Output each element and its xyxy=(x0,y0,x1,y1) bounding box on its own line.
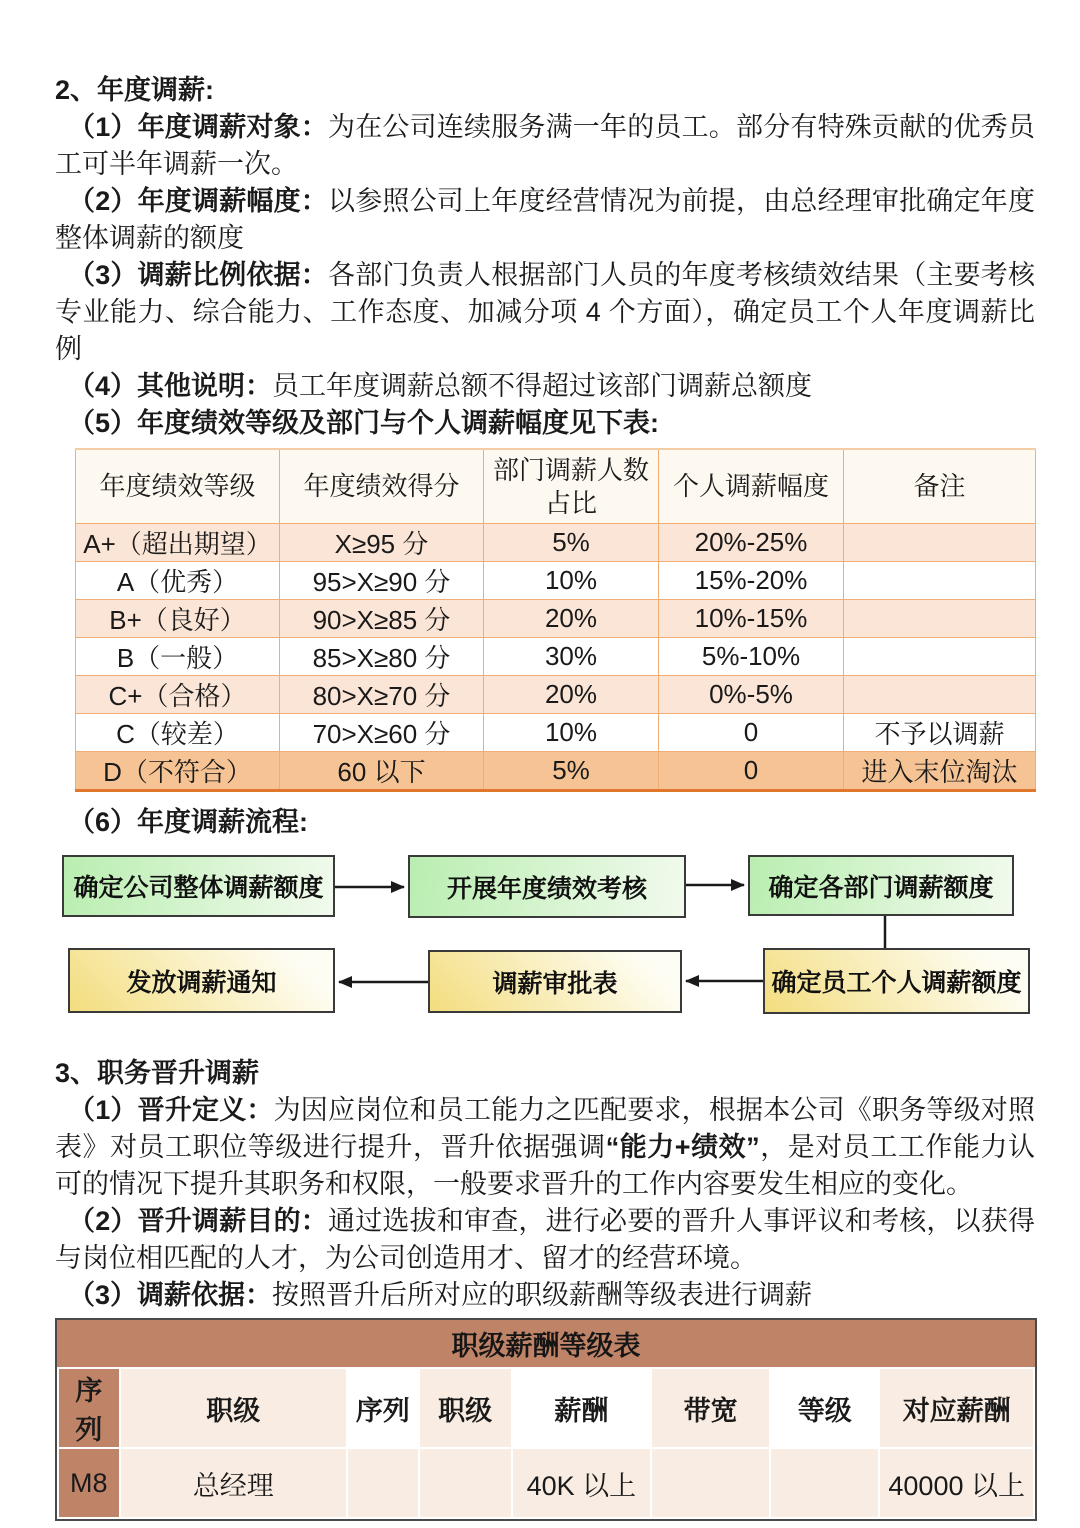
table-cell: 60 以下 xyxy=(280,752,484,791)
salary-table-title: 职级薪酬等级表 xyxy=(57,1320,1035,1367)
column-header: 年度绩效得分 xyxy=(280,449,484,524)
table-row xyxy=(76,600,1036,638)
table-cell: 10%-15% xyxy=(659,600,844,638)
table-cell: M8 xyxy=(58,1448,120,1518)
table-cell: 5% xyxy=(484,524,659,562)
paragraph-text: 各部门负责人根据部门人员的年度考核绩效结果（主要考核专业能力、综合能力、工作态度、加减分项 4 个方面），确定员工个人年度调薪比例 xyxy=(55,260,1035,364)
table-cell: D（不符合） xyxy=(76,752,280,791)
column-header: 年度绩效等级 xyxy=(76,449,280,524)
column-header: 备注 xyxy=(844,449,1036,524)
column-header: 带宽 xyxy=(651,1368,770,1448)
table-row xyxy=(76,524,1036,562)
table-cell: 80>X≥70 分 xyxy=(280,676,484,714)
table-cell: 5% xyxy=(484,752,659,791)
table-cell: 10% xyxy=(484,562,659,600)
paragraph-label: （3）调薪比例依据： xyxy=(68,260,329,290)
table-cell: 85>X≥80 分 xyxy=(280,638,484,676)
paragraph-annual-target xyxy=(55,109,1035,183)
paragraph-label: （2）年度调薪幅度： xyxy=(68,186,329,216)
column-header: 个人调薪幅度 xyxy=(659,449,844,524)
table-cell: C+（合格） xyxy=(76,676,280,714)
table-cell: 0 xyxy=(659,752,844,791)
table-cell: 5%-10% xyxy=(659,638,844,676)
table-cell: 15%-20% xyxy=(659,562,844,600)
paragraph-label: （3）调薪依据： xyxy=(68,1280,273,1310)
paragraph-ratio-basis xyxy=(55,257,1035,368)
paragraph-text: 按照晋升后所对应的职级薪酬等级表进行调薪 xyxy=(272,1280,813,1310)
salary-grade-table xyxy=(55,1318,1037,1521)
flow-section-label: （6）年度调薪流程: xyxy=(68,807,309,837)
column-header: 职级 xyxy=(120,1368,347,1448)
paragraph-label: （4）其他说明： xyxy=(68,371,273,401)
paragraph-text: 通过选拔和审查，进行必要的晋升人事评议和考核，以获得与岗位相匹配的人才，为公司创造用才、留才的经营环境。 xyxy=(55,1206,1035,1273)
table-cell xyxy=(419,1448,512,1518)
table-cell: 20% xyxy=(484,600,659,638)
table-cell xyxy=(844,524,1036,562)
table-cell: 70>X≥60 分 xyxy=(280,714,484,752)
paragraph-label: （1）年度调薪对象： xyxy=(68,112,329,142)
section-3-heading: 3、职务晋升调薪 xyxy=(55,1058,260,1088)
table-cell: 40K 以上 xyxy=(512,1448,651,1518)
table-cell: 不予以调薪 xyxy=(844,714,1036,752)
table-cell xyxy=(770,1448,879,1518)
table-cell: 95>X≥90 分 xyxy=(280,562,484,600)
table-cell xyxy=(844,676,1036,714)
table-cell: 20% xyxy=(484,676,659,714)
table-cell: X≥95 分 xyxy=(280,524,484,562)
table-cell: 进入末位淘汰 xyxy=(844,752,1036,791)
table-cell: A+（超出期望） xyxy=(76,524,280,562)
paragraph-annual-range xyxy=(55,183,1035,257)
performance-grade-table xyxy=(75,448,1036,792)
paragraph-promotion-purpose xyxy=(55,1203,1035,1277)
table-header-row xyxy=(76,449,1036,524)
table-cell xyxy=(844,638,1036,676)
table-cell xyxy=(844,562,1036,600)
paragraph-promotion-definition xyxy=(55,1092,1035,1203)
flow-step-department-amount: 确定各部门调薪额度 xyxy=(748,855,1014,916)
table-row xyxy=(58,1448,1034,1518)
paragraph-adjustment-basis xyxy=(55,1277,1035,1314)
table-row xyxy=(76,676,1036,714)
paragraph-label: （2）晋升调薪目的： xyxy=(68,1206,329,1236)
table-cell: 10% xyxy=(484,714,659,752)
table-cell: 0 xyxy=(659,714,844,752)
table-row xyxy=(76,562,1036,600)
paragraph-label: （1）晋升定义： xyxy=(68,1095,274,1125)
table-row xyxy=(76,638,1036,676)
table-cell: A（优秀） xyxy=(76,562,280,600)
flow-step-notice: 发放调薪通知 xyxy=(68,948,335,1013)
table-cell: B+（良好） xyxy=(76,600,280,638)
table-cell: B（一般） xyxy=(76,638,280,676)
column-header: 职级 xyxy=(419,1368,512,1448)
paragraph-other-notes xyxy=(55,368,1035,405)
section-2-heading: 2、年度调薪: xyxy=(55,75,215,105)
table-cell xyxy=(347,1448,419,1518)
column-header: 序列 xyxy=(58,1368,120,1448)
column-header: 对应薪酬 xyxy=(879,1368,1034,1448)
paragraph-text: 为因应岗位和员工能力之匹配要求，根据本公司《职务等级对照表》对员工职位等级进行提升，晋升依据强调 xyxy=(55,1095,1035,1162)
flow-step-company-total: 确定公司整体调薪额度 xyxy=(62,855,335,917)
flow-step-approval-form: 调薪审批表 xyxy=(428,950,682,1013)
salary-adjustment-flowchart xyxy=(0,855,1080,1055)
table-cell: 20%-25% xyxy=(659,524,844,562)
emphasis-text: “能力+绩效” xyxy=(605,1132,760,1162)
table-cell: 总经理 xyxy=(120,1448,347,1518)
table-row xyxy=(76,752,1036,791)
table-cell: C（较差） xyxy=(76,714,280,752)
column-header: 序列 xyxy=(347,1368,419,1448)
paragraph-text: 以参照公司上年度经营情况为前提，由总经理审批确定年度整体调薪的额度 xyxy=(55,186,1035,253)
table-cell: 40000 以上 xyxy=(879,1448,1034,1518)
column-header: 薪酬 xyxy=(512,1368,651,1448)
table-cell xyxy=(651,1448,770,1518)
paragraph-table-intro xyxy=(55,405,1035,442)
table-row xyxy=(76,714,1036,752)
table-cell: 90>X≥85 分 xyxy=(280,600,484,638)
paragraph-text: 员工年度调薪总额不得超过该部门调薪总额度 xyxy=(272,371,813,401)
flow-step-annual-review: 开展年度绩效考核 xyxy=(408,855,686,918)
column-header: 部门调薪人数占比 xyxy=(484,449,659,524)
paragraph-label: （5）年度绩效等级及部门与个人调薪幅度见下表: xyxy=(68,408,660,438)
paragraph-text: 为在公司连续服务满一年的员工。部分有特殊贡献的优秀员工可半年调薪一次。 xyxy=(55,112,1035,179)
table-cell xyxy=(844,600,1036,638)
table-cell: 0%-5% xyxy=(659,676,844,714)
paragraph-text: ，是对员工工作能力认可的情况下提升其职务和权限，一般要求晋升的工作内容要发生相应的变化。 xyxy=(55,1132,1036,1199)
table-header-row xyxy=(58,1368,1034,1448)
column-header: 等级 xyxy=(770,1368,879,1448)
table-cell: 30% xyxy=(484,638,659,676)
flow-step-individual-amount: 确定员工个人调薪额度 xyxy=(763,948,1030,1014)
